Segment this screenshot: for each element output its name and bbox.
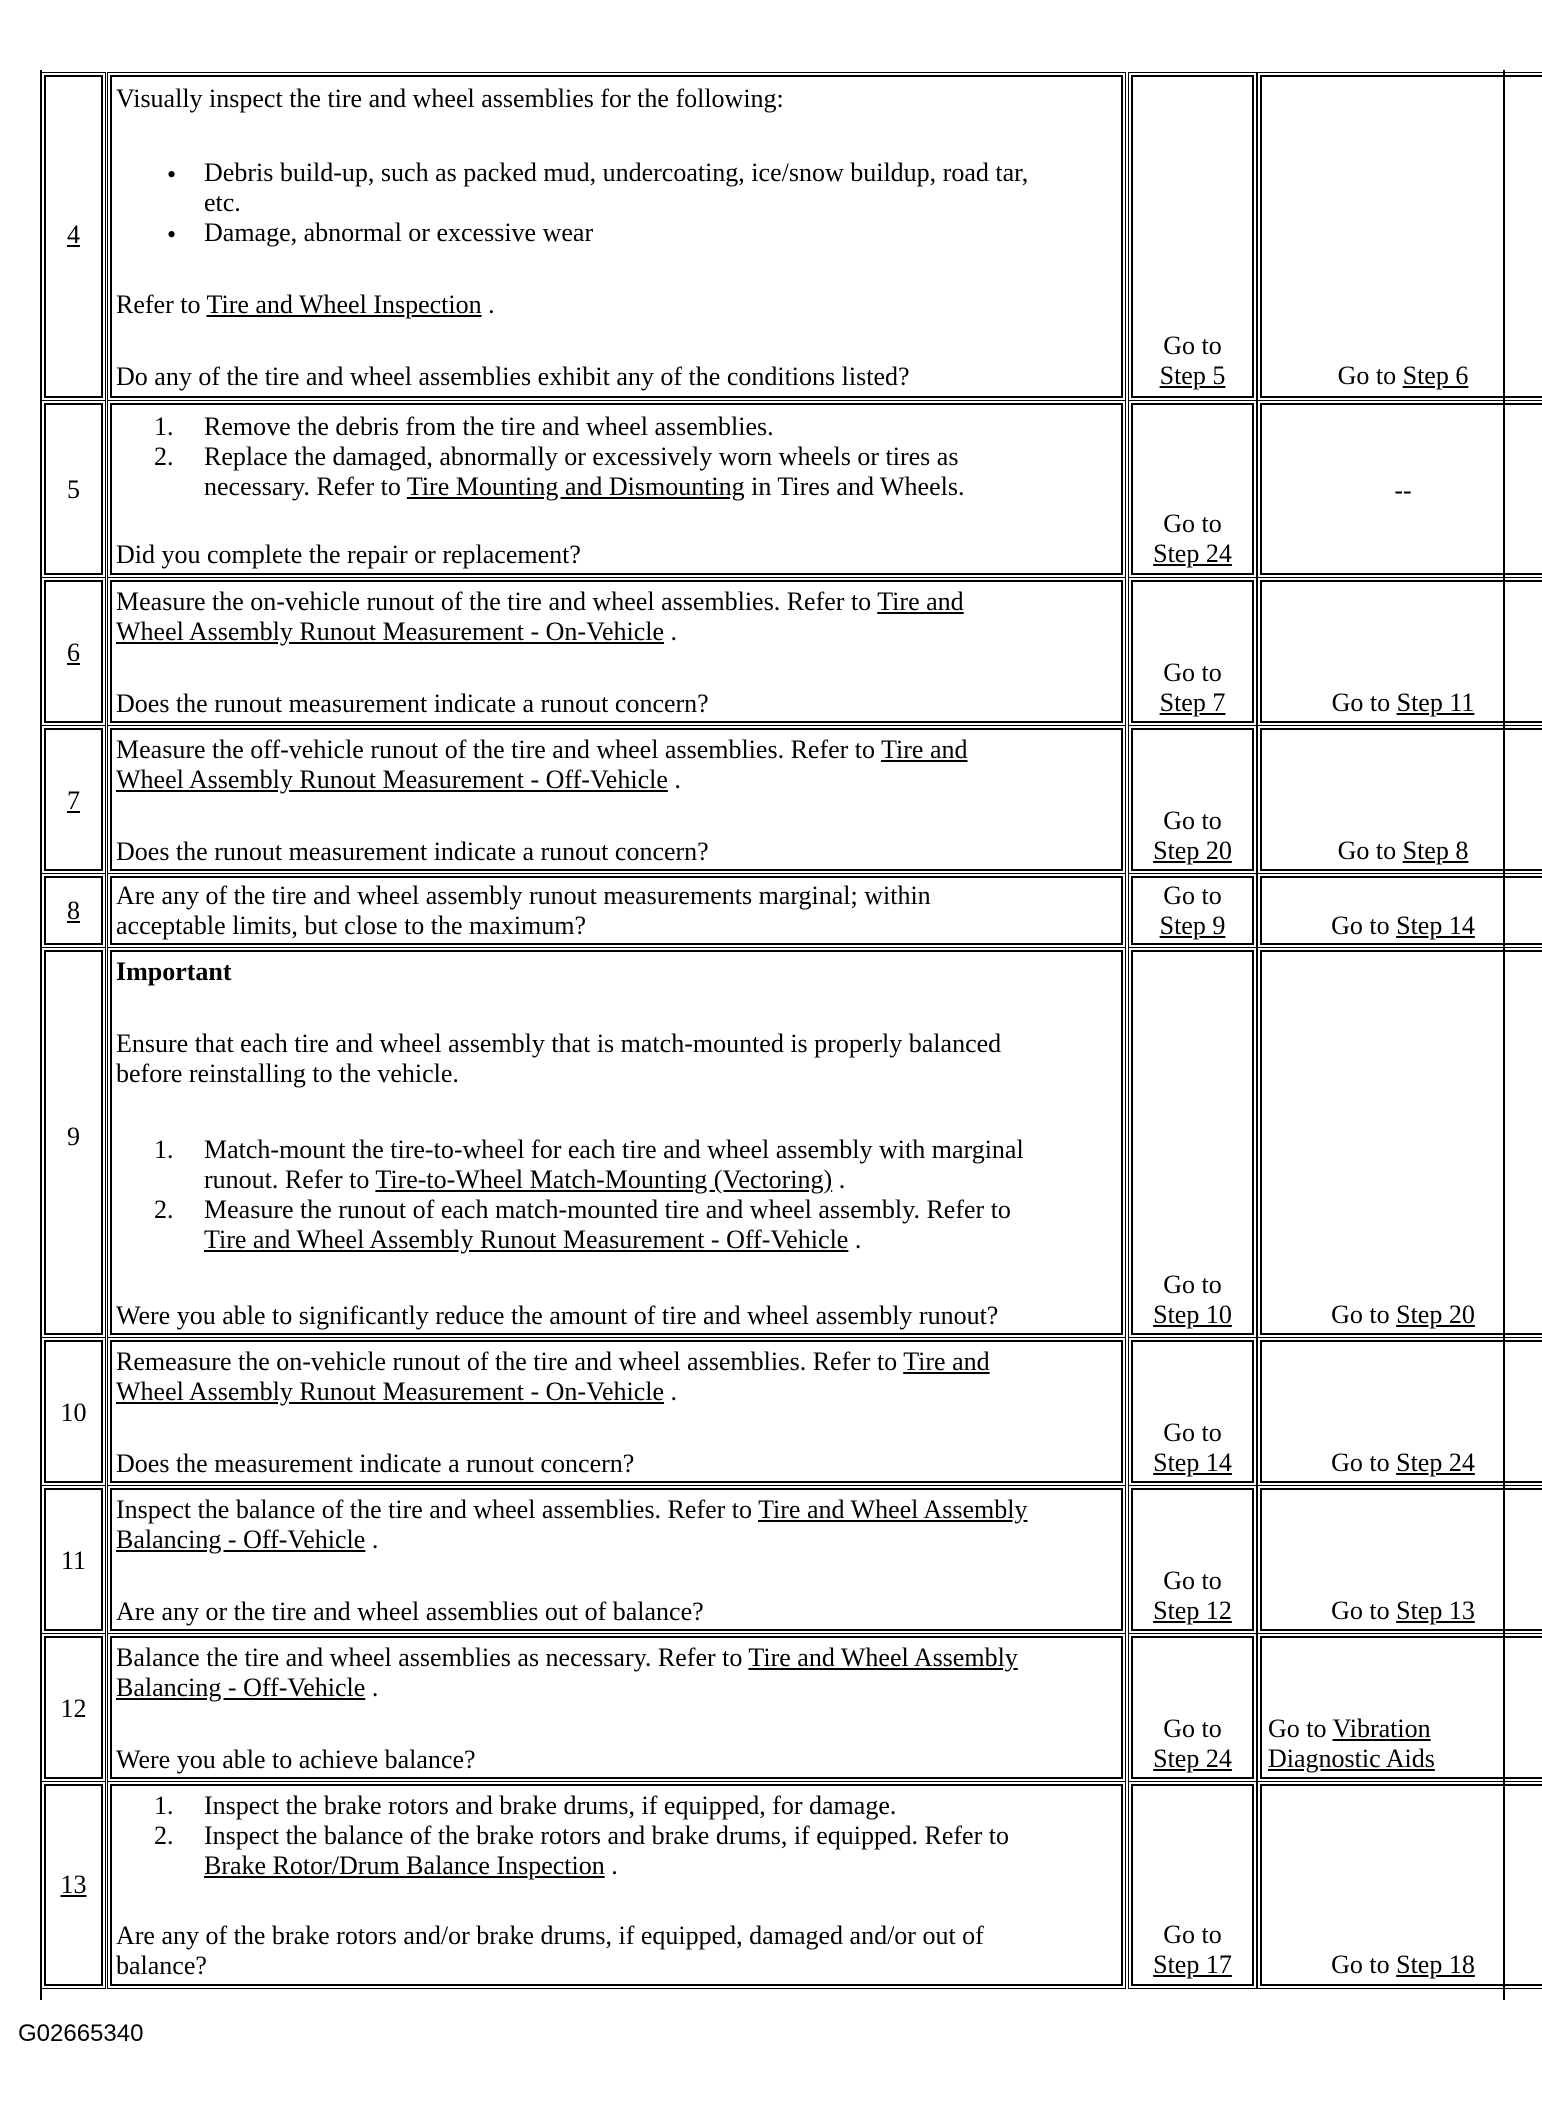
action-line [116, 1494, 1121, 1525]
reference-link[interactable]: Tire and Wheel Assembly Runout Measurement - Off-Vehicle [204, 1225, 849, 1254]
yes-go-text: Go to [1163, 509, 1222, 538]
no-step-link[interactable]: Step 6 [1402, 361, 1469, 390]
action-line [116, 734, 1121, 765]
no-go-line [1262, 1447, 1542, 1478]
question-text: Does the measurement indicate a runout concern? [116, 1449, 635, 1478]
list-item-text: Measure the runout of each match-mounted tire and wheel assembly. Refer to [204, 1195, 1011, 1224]
yes-step-link[interactable]: Step 14 [1153, 1448, 1232, 1477]
table-row-step-11 [40, 1488, 1506, 1631]
reference-link[interactable]: Tire and Wheel Assembly [748, 1643, 1018, 1672]
table-row-step-5 [40, 403, 1506, 575]
yes-go-text: Go to [1163, 1920, 1222, 1949]
question-text-cont: acceptable limits, but close to the maximum? [116, 911, 587, 940]
reference-link[interactable]: Tire and Wheel Assembly [758, 1495, 1028, 1524]
list-item-text: Replace the damaged, abnormally or excessively worn wheels or tires as [204, 442, 959, 471]
step-cell [44, 403, 103, 575]
list-number: 1. [154, 412, 174, 441]
no-reference-link[interactable]: Vibration [1332, 1714, 1431, 1743]
no-step-link[interactable]: Step 24 [1396, 1448, 1475, 1477]
action-line [116, 1376, 1121, 1407]
no-cell [1260, 75, 1542, 398]
yes-go-text: Go to [1163, 806, 1222, 835]
reference-suffix: . [664, 617, 678, 646]
list-item-text: Inspect the balance of the brake rotors and brake drums, if equipped. Refer to [204, 1821, 1009, 1850]
step-number-link[interactable]: 6 [67, 638, 80, 667]
table-row-step-13 [40, 1784, 1506, 1986]
question-text: Does the runout measurement indicate a runout concern? [116, 837, 709, 866]
bullet-icon: • [167, 160, 177, 189]
important-note: Ensure that each tire and wheel assembly that is match-mounted is properly balanced [116, 1029, 1002, 1058]
question-text: Are any or the tire and wheel assemblies out of balance? [116, 1597, 704, 1626]
no-cell [1260, 1636, 1542, 1779]
step-cell [44, 950, 103, 1335]
action-text: Remeasure the on-vehicle runout of the tire and wheel assemblies. Refer to [116, 1347, 904, 1376]
step-cell [44, 876, 103, 945]
no-cell [1260, 1340, 1542, 1483]
table-row-step-7 [40, 728, 1506, 871]
no-go-text: Go to [1331, 1950, 1397, 1979]
action-cell [110, 1340, 1123, 1483]
no-cell [1260, 580, 1542, 723]
action-cell [110, 580, 1123, 723]
no-go-line [1262, 1299, 1542, 1330]
no-go-line [1262, 360, 1542, 391]
yes-go-text: Go to [1163, 1714, 1222, 1743]
no-step-link[interactable]: Step 18 [1396, 1950, 1475, 1979]
no-cell [1260, 1488, 1542, 1631]
yes-step-link[interactable]: Step 24 [1153, 539, 1232, 568]
yes-cell [1131, 728, 1254, 871]
action-line [116, 1346, 1121, 1377]
list-number: 2. [154, 1821, 174, 1850]
no-reference-link-cont[interactable]: Diagnostic Aids [1268, 1744, 1435, 1773]
yes-go-text: Go to [1163, 881, 1222, 910]
figure-id: G02665340 [18, 2020, 144, 2047]
reference-link[interactable]: Tire and [903, 1347, 990, 1376]
action-line [116, 586, 1121, 617]
step-number: 9 [67, 1122, 80, 1151]
reference-link[interactable]: Balancing - Off-Vehicle [116, 1673, 366, 1702]
list-number: 2. [154, 442, 174, 471]
list-item-text: Match-mount the tire-to-wheel for each tire and wheel assembly with marginal [204, 1135, 1024, 1164]
no-go-text: Go to [1331, 688, 1397, 717]
reference-suffix: . [667, 765, 681, 794]
yes-go-text: Go to [1163, 658, 1222, 687]
no-cell [1260, 876, 1542, 945]
no-step-link[interactable]: Step 14 [1396, 911, 1475, 940]
yes-cell [1131, 1636, 1254, 1779]
question-text: Are any of the tire and wheel assembly runout measurements marginal; within [116, 881, 931, 910]
yes-step-link[interactable]: Step 12 [1153, 1596, 1232, 1625]
action-line [116, 764, 1121, 795]
no-cell [1260, 1784, 1542, 1986]
step-cell [44, 1636, 103, 1779]
yes-cell [1131, 580, 1254, 723]
action-intro: Visually inspect the tire and wheel assemblies for the following: [116, 84, 784, 113]
yes-go-text: Go to [1163, 1270, 1222, 1299]
yes-cell [1131, 1340, 1254, 1483]
step-cell [44, 75, 103, 398]
list-item-reference [204, 471, 964, 502]
step-number-link[interactable]: 7 [67, 786, 80, 815]
step-cell [44, 728, 103, 871]
reference-suffix: . [365, 1673, 379, 1702]
no-go-line [1268, 1713, 1431, 1744]
action-text: Balance the tire and wheel assemblies as necessary. Refer to [116, 1643, 749, 1672]
no-cell [1260, 950, 1542, 1335]
list-number: 2. [154, 1195, 174, 1224]
list-number: 1. [154, 1135, 174, 1164]
yes-cell [1131, 876, 1254, 945]
action-cell [110, 1784, 1123, 1986]
reference-link[interactable]: Wheel Assembly Runout Measurement - On-Vehicle [116, 617, 665, 646]
no-cell [1260, 728, 1542, 871]
action-line [116, 616, 1121, 647]
step-number-link[interactable]: 4 [67, 220, 80, 249]
table-row-step-6 [40, 580, 1506, 723]
action-cell [110, 728, 1123, 871]
question-text: Were you able to achieve balance? [116, 1745, 476, 1774]
question-text: Are any of the brake rotors and/or brake drums, if equipped, damaged and/or out of [116, 1921, 984, 1950]
no-go-text: Go to [1331, 1448, 1397, 1477]
step-cell [44, 1784, 103, 1986]
list-item-reference [204, 1850, 618, 1881]
reference-link[interactable]: Tire and Wheel Inspection [206, 290, 482, 319]
reference-link[interactable]: Tire and [881, 735, 968, 764]
reference-suffix: . [664, 1377, 678, 1406]
action-text: Measure the on-vehicle runout of the tire and wheel assemblies. Refer to [116, 587, 878, 616]
reference-link[interactable]: Wheel Assembly Runout Measurement - On-Vehicle [116, 1377, 665, 1406]
list-item-text: Inspect the brake rotors and brake drums, if equipped, for damage. [204, 1791, 897, 1820]
yes-cell [1131, 403, 1254, 575]
table-row-step-10 [40, 1340, 1506, 1483]
action-cell [110, 1488, 1123, 1631]
reference-link[interactable]: Balancing - Off-Vehicle [116, 1525, 366, 1554]
no-empty-text: -- [1394, 476, 1412, 505]
action-text: Measure the off-vehicle runout of the tire and wheel assemblies. Refer to [116, 735, 882, 764]
reference-prefix: necessary. Refer to [204, 472, 407, 501]
step-number-link[interactable]: 13 [60, 1870, 87, 1899]
yes-step-link[interactable]: Step 24 [1153, 1744, 1232, 1773]
question-text: Did you complete the repair or replacement? [116, 540, 581, 569]
list-item-reference [204, 1164, 845, 1195]
no-go-text: Go to [1268, 1714, 1333, 1743]
yes-step-link[interactable]: Step 10 [1153, 1300, 1232, 1329]
question-text: Does the runout measurement indicate a runout concern? [116, 689, 709, 718]
reference-suffix: . [604, 1851, 618, 1880]
table-row-step-8 [40, 876, 1506, 945]
action-cell [110, 75, 1123, 398]
list-number: 1. [154, 1791, 174, 1820]
action-line [116, 1524, 1121, 1555]
no-go-line [1262, 910, 1542, 941]
no-go-text: Go to [1337, 361, 1403, 390]
bullet-text: Debris build-up, such as packed mud, undercoating, ice/snow buildup, road tar, [204, 158, 1029, 187]
bullet-icon: • [167, 220, 177, 249]
reference-line [116, 289, 1121, 320]
no-go-line [1262, 1949, 1542, 1980]
table-row-step-12 [40, 1636, 1506, 1779]
yes-step-link[interactable]: Step 5 [1159, 361, 1226, 390]
yes-go-text: Go to [1163, 1566, 1222, 1595]
reference-link[interactable]: Tire and [877, 587, 964, 616]
table-row-step-9 [40, 950, 1506, 1335]
action-cell [110, 1636, 1123, 1779]
list-item-text: Remove the debris from the tire and wheel assemblies. [204, 412, 774, 441]
action-cell [110, 950, 1123, 1335]
action-cell [110, 876, 1123, 945]
step-number-link[interactable]: 8 [67, 896, 80, 925]
yes-cell [1131, 1488, 1254, 1631]
yes-cell [1131, 75, 1254, 398]
yes-go-text: Go to [1163, 1418, 1222, 1447]
action-text: Inspect the balance of the tire and wheel assemblies. Refer to [116, 1495, 759, 1524]
question-text: Were you able to significantly reduce the amount of tire and wheel assembly runout? [116, 1301, 999, 1330]
reference-link[interactable]: Tire-to-Wheel Match-Mounting (Vectoring) [375, 1165, 833, 1194]
reference-prefix: Refer to [116, 290, 207, 319]
no-step-link[interactable]: Step 8 [1402, 836, 1469, 865]
no-step-link[interactable]: Step 13 [1396, 1596, 1475, 1625]
action-line [116, 1642, 1121, 1673]
important-note-cont: before reinstalling to the vehicle. [116, 1059, 459, 1088]
no-go-line [1262, 1595, 1542, 1626]
no-step-link[interactable]: Step 20 [1396, 1300, 1475, 1329]
step-number: 12 [60, 1694, 87, 1723]
reference-suffix: in Tires and Wheels. [744, 472, 965, 501]
yes-cell [1131, 950, 1254, 1335]
reference-link[interactable]: Tire Mounting and Dismounting [406, 472, 745, 501]
yes-step-link[interactable]: Step 9 [1159, 911, 1226, 940]
step-number: 5 [67, 475, 80, 504]
reference-suffix: . [848, 1225, 862, 1254]
reference-link[interactable]: Wheel Assembly Runout Measurement - Off-Vehicle [116, 765, 668, 794]
yes-cell [1131, 1784, 1254, 1986]
table-row-step-4 [40, 75, 1506, 398]
no-cell [1260, 403, 1542, 575]
list-item-reference [204, 1224, 861, 1255]
no-step-link[interactable]: Step 11 [1396, 688, 1475, 717]
step-cell [44, 1488, 103, 1631]
reference-link[interactable]: Brake Rotor/Drum Balance Inspection [204, 1851, 605, 1880]
bullet-text-cont: etc. [204, 188, 241, 217]
step-cell [44, 580, 103, 723]
bullet-text: Damage, abnormal or excessive wear [204, 218, 594, 247]
yes-step-link[interactable]: Step 7 [1159, 688, 1226, 717]
no-go-text: Go to [1337, 836, 1403, 865]
action-cell [110, 403, 1123, 575]
no-go-text: Go to [1331, 911, 1397, 940]
step-cell [44, 1340, 103, 1483]
yes-step-link[interactable]: Step 17 [1153, 1950, 1232, 1979]
question-text: Do any of the tire and wheel assemblies exhibit any of the conditions listed? [116, 362, 910, 391]
no-go-line [1262, 687, 1542, 718]
reference-suffix: . [481, 290, 495, 319]
reference-suffix: . [832, 1165, 846, 1194]
step-number: 10 [60, 1398, 87, 1427]
no-go-text: Go to [1331, 1300, 1397, 1329]
reference-suffix: . [365, 1525, 379, 1554]
action-line [116, 1672, 1121, 1703]
step-number: 11 [60, 1546, 87, 1575]
yes-step-link[interactable]: Step 20 [1153, 836, 1232, 865]
no-go-line [1262, 835, 1542, 866]
reference-prefix: runout. Refer to [204, 1165, 376, 1194]
yes-go-text: Go to [1163, 331, 1222, 360]
no-go-text: Go to [1331, 1596, 1397, 1625]
important-heading: Important [116, 957, 232, 986]
question-text-cont: balance? [116, 1951, 207, 1980]
